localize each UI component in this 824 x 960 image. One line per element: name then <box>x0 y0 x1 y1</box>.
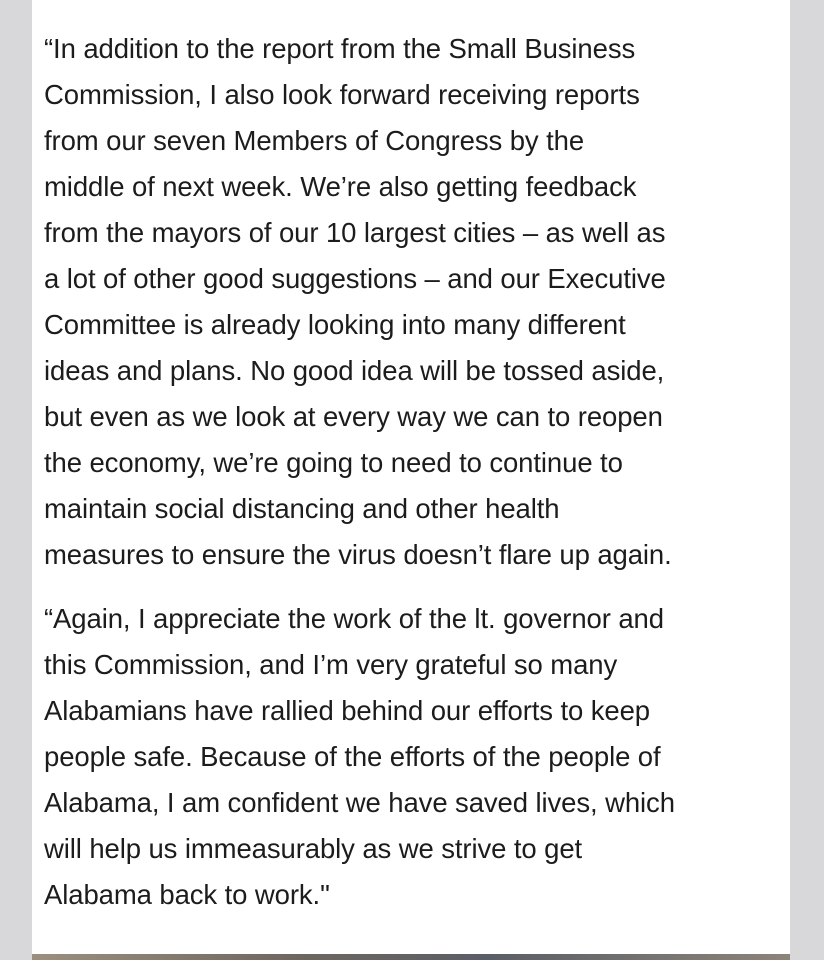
article-body <box>44 26 784 936</box>
quote-paragraph-1: “In addition to the report from the Small Business Commission, I also look forward receiving reports from our seven Members of Congress by the middle of next week. We’re also getting feedback from the mayors of our 10 largest cities – as well as a lot of other good suggestions – and our Executive Committee is already looking into many different ideas and plans. No good idea will be tossed aside, but even as we look at every way we can to reopen the economy, we’re going to need to continue to maintain social distancing and other health measures to ensure the virus doesn’t flare up again. <box>44 33 672 570</box>
article-page <box>32 0 790 960</box>
embedded-image-edge <box>32 954 790 960</box>
quote-paragraph-2: “Again, I appreciate the work of the lt. governor and this Commission, and I’m very grateful so many Alabamians have rallied behind our efforts to keep people safe. Because of the efforts of the people of Alabama, I am confident we have saved lives, which will help us immeasurably as we strive to get Alabama back to work." <box>44 603 675 910</box>
